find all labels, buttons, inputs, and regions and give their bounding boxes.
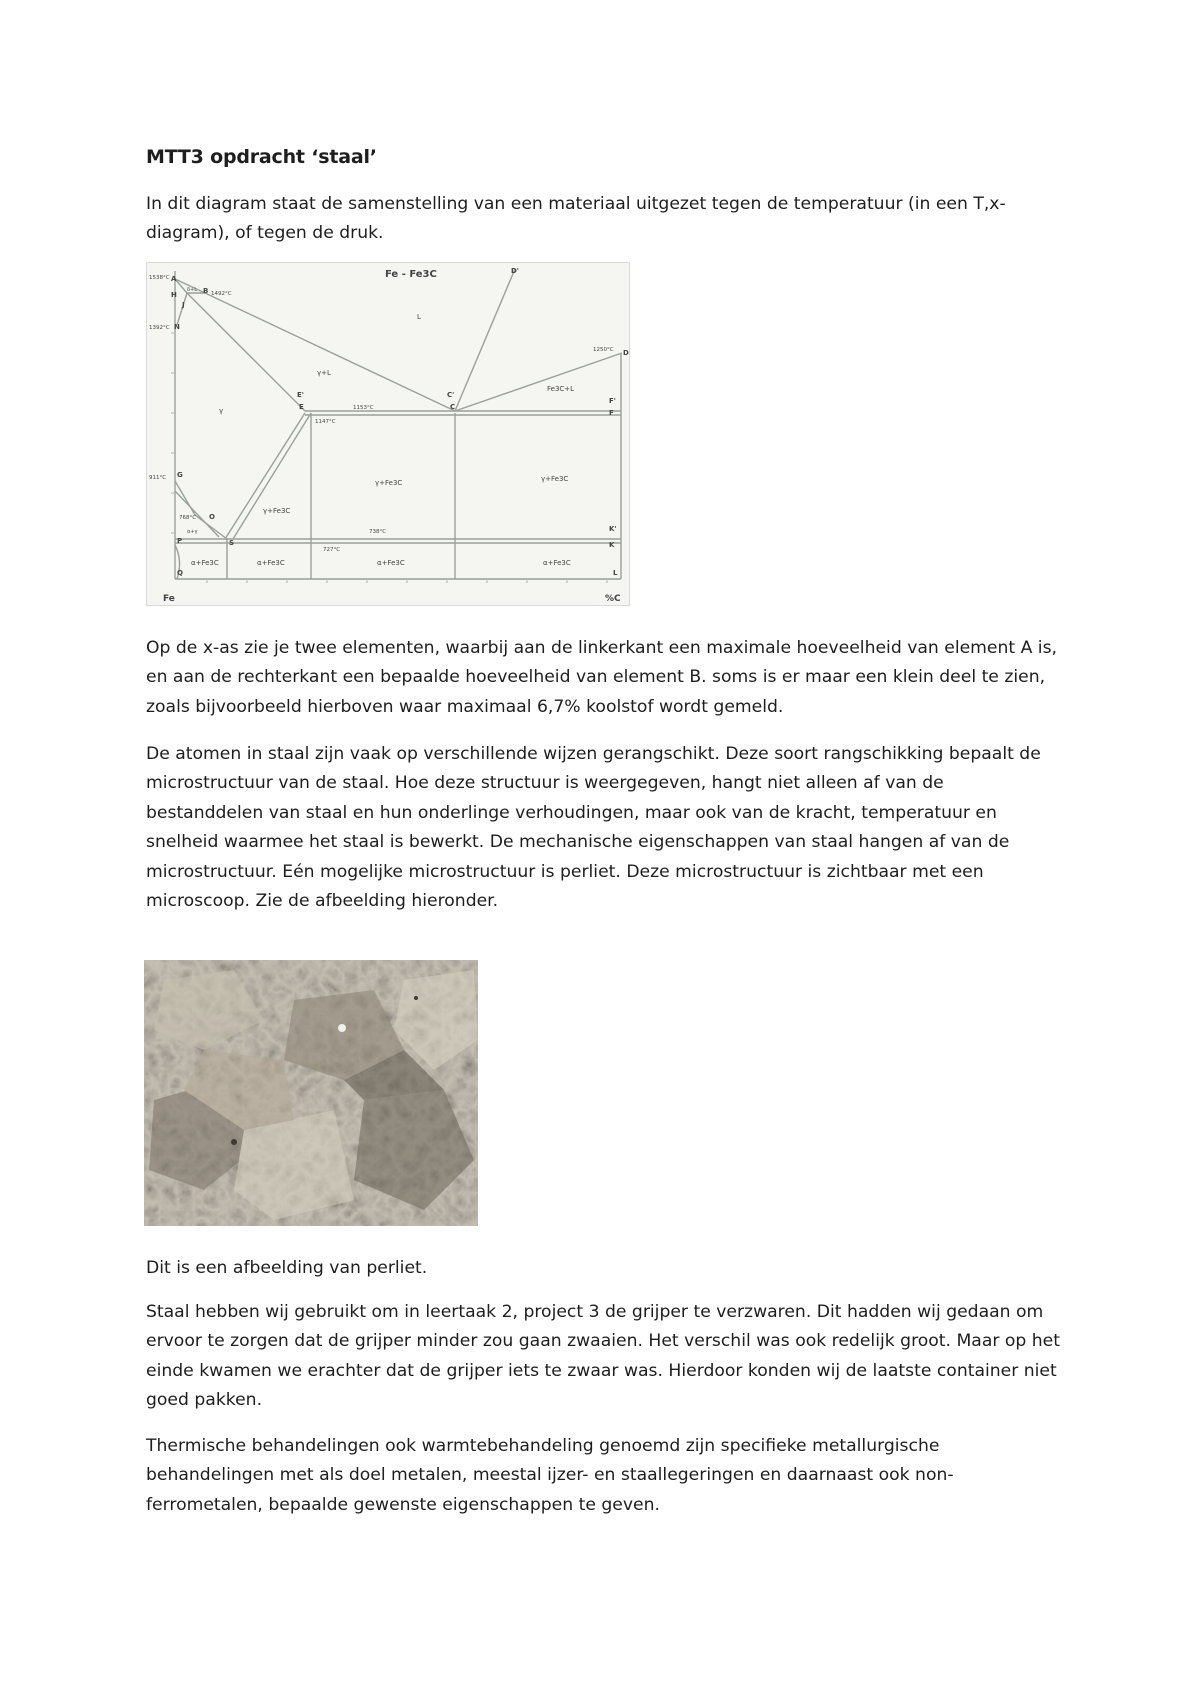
point-label: O: [209, 513, 215, 521]
point-label: F': [609, 397, 616, 405]
point-label: K: [609, 541, 615, 549]
point-label: J: [182, 301, 185, 309]
diagram-x-unit-label: %C: [605, 594, 621, 604]
point-label: G: [177, 471, 183, 479]
point-label: C': [447, 391, 455, 399]
temperature-label: 1538°C: [149, 275, 170, 281]
region-label: Fe3C+L: [547, 385, 575, 393]
perliet-image: [144, 960, 478, 1226]
temperature-label: 1392°C: [149, 325, 170, 331]
region-label: α+Fe3C: [543, 559, 571, 567]
region-label: γ: [219, 407, 224, 415]
phase-diagram: [147, 263, 631, 607]
document-title: MTT3 opdracht ‘staal’: [146, 146, 377, 168]
perliet-photo: [144, 960, 478, 1226]
point-label: N: [174, 323, 180, 331]
diagram-x-start-label: Fe: [163, 594, 175, 604]
temperature-label: 727°C: [323, 547, 341, 553]
point-label: S: [229, 539, 235, 547]
temperature-label: 1250°C: [593, 347, 614, 353]
region-label: γ+Fe3C: [541, 475, 569, 483]
point-label: L: [613, 569, 618, 577]
region-label: γ+Fe3C: [263, 507, 291, 515]
point-label: K': [609, 525, 617, 533]
paragraph-project: Staal hebben wij gebruikt om in leertaak 2, project 3 de grijper te verzwaren. Dit hadden wij gedaan om ervoor te zorgen dat de grijper minder zou gaan zwaaien. Het verschil was ook redelijk groot. Maar op het einde kwamen we erachter dat de grijper iets te zwaar was. Hierdoor konden wij de laatste container niet goed pakken.: [146, 1302, 1060, 1411]
region-label: α+Fe3C: [257, 559, 285, 567]
point-label: E': [297, 391, 304, 399]
point-label: P: [177, 537, 183, 545]
point-label: D: [623, 349, 629, 357]
temperature-label: 1492°C: [211, 291, 232, 297]
region-label: δ+L: [187, 287, 198, 293]
paragraph-microstructure: De atomen in staal zijn vaak op verschillende wijzen gerangschikt. Deze soort rangschikking bepaalt de microstructuur van de staal. Hoe deze structuur is weergegeven, hangt niet alleen af van de bestanddelen van staal en hun onderlinge verhoudingen, maar ook van de kracht, temperatuur en snelheid waarmee het staal is bewerkt. De mechanische eigenschappen van staal hangen af van de microstructuur. Eén mogelijke microstructuur is perliet. Deze microstructuur is zichtbaar met een microscoop. Zie de afbeelding hieronder.: [146, 744, 1041, 912]
region-label: γ+Fe3C: [375, 479, 403, 487]
region-label: L: [417, 313, 421, 321]
point-label: F: [609, 409, 614, 417]
temperature-label: 911°C: [149, 475, 167, 481]
point-label: E: [299, 403, 304, 411]
diagram-title: Fe - Fe3C: [385, 269, 437, 280]
paragraph-thermal: Thermische behandelingen ook warmtebehandeling genoemd zijn specifieke metallurgische behandelingen met als doel metalen, meestal ijzer- en staallegeringen en daarnaast ook non-ferrometalen, bepaalde gewenste eigenschappen te geven.: [146, 1436, 954, 1515]
temperature-label: 1153°C: [353, 405, 374, 411]
paragraph-caption: Dit is een afbeelding van perliet.: [146, 1258, 428, 1278]
temperature-label: 738°C: [369, 529, 387, 535]
region-label: α+γ: [187, 529, 198, 535]
paragraph-intro: In dit diagram staat de samenstelling van een materiaal uitgezet tegen de temperatuur (in een T,x-diagram), of tegen de druk.: [146, 194, 1006, 244]
temperature-label: 768°C: [179, 515, 197, 521]
point-label: C: [450, 403, 456, 411]
phase-diagram-figure: [146, 262, 630, 606]
paragraph-x-axis: Op de x-as zie je twee elementen, waarbij aan de linkerkant een maximale hoeveelheid van element A is, en aan de rechterkant een bepaalde hoeveelheid van element B. soms is er maar een klein deel te zien, zoals bijvoorbeeld hierboven waar maximaal 6,7% koolstof wordt gemeld.: [146, 638, 1058, 717]
point-label: Q: [177, 569, 183, 577]
temperature-label: 1147°C: [315, 419, 336, 425]
region-label: γ+L: [317, 369, 331, 377]
region-label: α+Fe3C: [191, 559, 219, 567]
point-label: D': [511, 267, 519, 275]
point-label: H: [171, 291, 177, 299]
point-label: A: [171, 275, 177, 283]
region-label: α+Fe3C: [377, 559, 405, 567]
point-label: B: [203, 287, 209, 295]
